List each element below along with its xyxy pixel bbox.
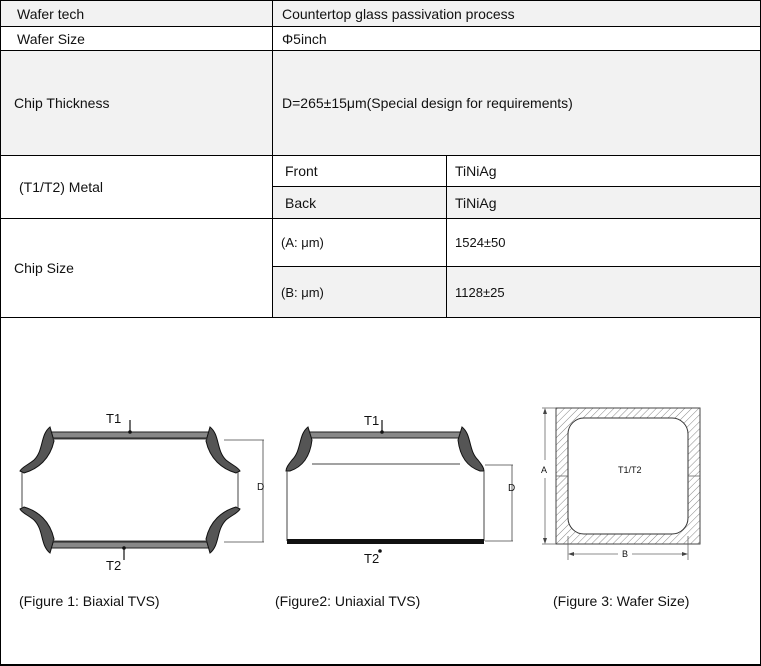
fig2-d-label: D [508, 483, 516, 494]
chip-size-label: Chip Size [14, 260, 74, 276]
chip-size-b-label: (B: μm) [281, 284, 324, 300]
fig3-center-label: T1/T2 [618, 465, 642, 475]
metal-label: (T1/T2) Metal [19, 179, 104, 195]
chip-size-b-value: 1128±25 [455, 284, 505, 300]
wafer-tech-label: Wafer tech [17, 5, 85, 22]
metal-front-value: TiNiAg [455, 163, 497, 179]
wafer-size-value: Φ5inch [282, 30, 327, 47]
fig1-t1-label: T1 [106, 411, 122, 426]
wafer-tech-value: Countertop glass passivation process [282, 5, 515, 22]
chip-size-a-value: 1524±50 [455, 235, 506, 250]
chip-thickness-value: D=265±15μm(Special design for requirements) [282, 95, 573, 111]
metal-back-label: Back [285, 194, 317, 211]
fig2-t1-label: T1 [364, 413, 380, 428]
figure3-caption: (Figure 3: Wafer Size) [553, 593, 690, 609]
metal-back-value: TiNiAg [455, 194, 497, 211]
fig2-t2-label: T2 [364, 551, 380, 566]
wafer-size-label: Wafer Size [17, 30, 85, 47]
biaxial-tvs-diagram [14, 405, 274, 580]
chip-thickness-label: Chip Thickness [14, 95, 110, 111]
figure1-caption: (Figure 1: Biaxial TVS) [19, 593, 160, 609]
metal-front-label: Front [285, 163, 318, 179]
uniaxial-tvs-diagram [280, 405, 520, 575]
chip-size-a-label: (A: μm) [281, 235, 324, 250]
fig3-b-label: B [622, 549, 629, 559]
fig1-d-label: D [257, 482, 265, 493]
fig3-a-label: A [541, 465, 548, 475]
fig1-t2-label: T2 [106, 558, 122, 573]
figure2-caption: (Figure2: Uniaxial TVS) [275, 593, 421, 609]
wafer-size-diagram [530, 400, 720, 570]
